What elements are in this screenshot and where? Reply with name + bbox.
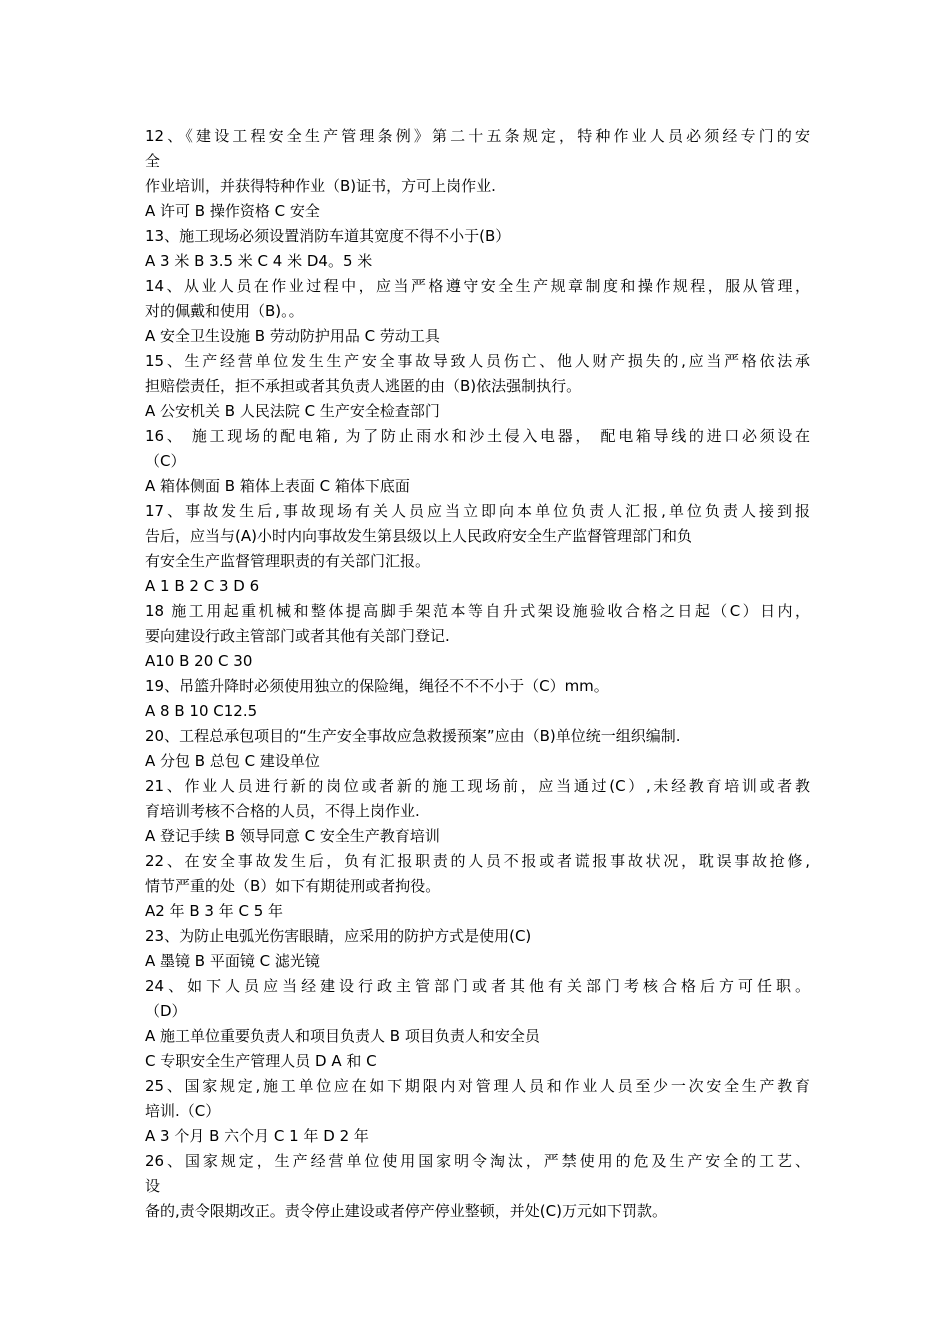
text-line: A 分包 B 总包 C 建设单位 xyxy=(145,752,320,770)
text-line: A 箱体侧面 B 箱体上表面 C 箱体下底面 xyxy=(145,477,410,495)
text-line: A2 年 B 3 年 C 5 年 xyxy=(145,902,284,920)
text-line: 对的佩戴和使用（B)。。 xyxy=(145,302,304,320)
text-line: 设 xyxy=(145,1177,161,1195)
text-line: A 登记手续 B 领导同意 C 安全生产教育培训 xyxy=(145,827,440,845)
text-line: 要向建设行政主管部门或者其他有关部门登记. xyxy=(145,627,450,645)
text-line: 22、在安全事故发生后，负有汇报职责的人员不报或者谎报事故状况，耽误事故抢修, xyxy=(145,852,810,870)
text-line: 20、工程总承包项目的“生产安全事故应急救援预案”应由（B)单位统一组织编制. xyxy=(145,727,681,745)
text-line: 培训.（C） xyxy=(145,1102,221,1120)
text-line: 16、 施工现场的配电箱, 为了防止雨水和沙土侵入电器， 配电箱导线的进口必须设在 xyxy=(145,427,810,445)
text-line: 21、作业人员进行新的岗位或者新的施工现场前，应当通过(C）,未经教育培训或者教 xyxy=(145,777,810,795)
text-line: 担赔偿责任，拒不承担或者其负责人逃匿的由（B)依法强制执行。 xyxy=(145,377,582,395)
text-line: 情节严重的处（B）如下有期徒刑或者拘役。 xyxy=(145,877,441,895)
document-page xyxy=(145,124,810,1224)
text-line: A 1 B 2 C 3 D 6 xyxy=(145,577,260,595)
text-line: 13、施工现场必须设置消防车道其宽度不得不小于(B） xyxy=(145,227,511,245)
text-line: 24、如下人员应当经建设行政主管部门或者其他有关部门考核合格后方可任职。 xyxy=(145,977,810,995)
text-line: （C） xyxy=(145,452,186,470)
text-line: 26、国家规定，生产经营单位使用国家明令淘汰，严禁使用的危及生产安全的工艺、 xyxy=(145,1152,810,1170)
text-line: 19、吊篮升降时必须使用独立的保险绳，绳径不不不小于（C）mm。 xyxy=(145,677,609,695)
text-line: （D） xyxy=(145,1002,187,1020)
text-line: 告后，应当与(A)小时内向事故发生第县级以上人民政府安全生产监督管理部门和负 xyxy=(145,527,692,545)
text-line: 全 xyxy=(145,152,161,170)
text-line: 育培训考核不合格的人员，不得上岗作业. xyxy=(145,802,420,820)
text-line: A 8 B 10 C12.5 xyxy=(145,702,258,720)
text-line: 18 施工用起重机械和整体提高脚手架范本等自升式架设施验收合格之日起（C）日内， xyxy=(145,602,810,620)
text-line: A 安全卫生设施 B 劳动防护用品 C 劳动工具 xyxy=(145,327,440,345)
text-line: 备的,责令限期改正。责令停止建设或者停产停业整顿，并处(C)万元如下罚款。 xyxy=(145,1202,667,1220)
text-line: 23、为防止电弧光伤害眼睛，应采用的防护方式是使用(C) xyxy=(145,927,532,945)
text-line: 14、从业人员在作业过程中，应当严格遵守安全生产规章制度和操作规程，服从管理， xyxy=(145,277,810,295)
text-line: C 专职安全生产管理人员 D A 和 C xyxy=(145,1052,377,1070)
text-line: A 墨镜 B 平面镜 C 滤光镜 xyxy=(145,952,320,970)
text-line: 有安全生产监督管理职责的有关部门汇报。 xyxy=(145,552,431,570)
text-line: 25、国家规定,施工单位应在如下期限内对管理人员和作业人员至少一次安全生产教育 xyxy=(145,1077,810,1095)
text-line: A 3 米 B 3.5 米 C 4 米 D4。5 米 xyxy=(145,252,373,270)
text-line: A 3 个月 B 六个月 C 1 年 D 2 年 xyxy=(145,1127,369,1145)
text-line: 作业培训，并获得特种作业（B)证书，方可上岗作业. xyxy=(145,177,496,195)
text-line: 12、《建设工程安全生产管理条例》第二十五条规定，特种作业人员必须经专门的安 xyxy=(145,127,810,145)
text-line: A 公安机关 B 人民法院 C 生产安全检查部门 xyxy=(145,402,440,420)
text-line: 15、生产经营单位发生生产安全事故导致人员伤亡、他人财产损失的,应当严格依法承 xyxy=(145,352,810,370)
text-line: A 许可 B 操作资格 C 安全 xyxy=(145,202,320,220)
text-line: 17、事故发生后,事故现场有关人员应当立即向本单位负责人汇报,单位负责人接到报 xyxy=(145,502,810,520)
text-line: A 施工单位重要负责人和项目负责人 B 项目负责人和安全员 xyxy=(145,1027,540,1045)
text-line: A10 B 20 C 30 xyxy=(145,652,253,670)
